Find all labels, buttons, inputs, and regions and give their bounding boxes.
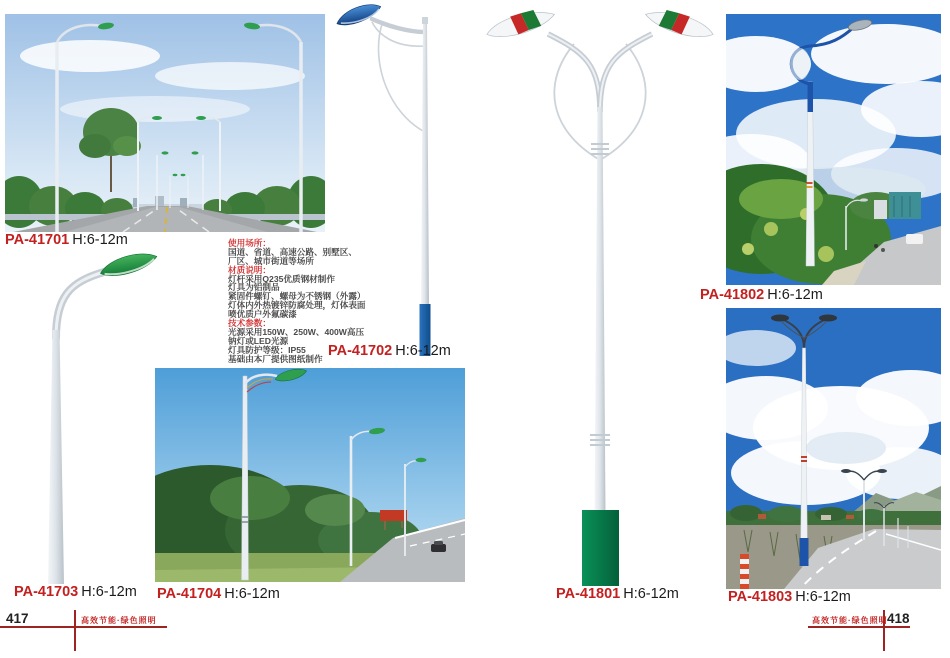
model-number: PA-41803 — [728, 589, 793, 605]
product-label-pa41702 — [328, 343, 451, 359]
product-label-pa41701 — [5, 232, 128, 248]
lamp-head-right — [643, 6, 716, 39]
footer-divider-left — [74, 610, 76, 651]
usage-line: 厂区、城市街道等场所 — [228, 255, 314, 266]
model-number: PA-41801 — [556, 586, 621, 602]
billboard — [380, 510, 407, 521]
photo-avenue-single-arm-lights — [5, 14, 325, 232]
photo-street-hook-arm-light — [726, 14, 941, 285]
page-number-left: 417 — [6, 611, 29, 626]
height-spec: H:6-12m — [395, 343, 451, 359]
lamp-arms — [548, 34, 652, 112]
usage-line: 国道、省道、高速公路、别墅区、 — [228, 246, 357, 257]
pole-base-green — [582, 510, 619, 586]
product-label-pa41803 — [728, 589, 851, 605]
height-spec: H:6-12m — [72, 232, 128, 248]
model-number: PA-41704 — [157, 586, 222, 602]
footer-rule-left — [0, 626, 167, 628]
pole — [595, 107, 606, 512]
tech-line: 灯具防护等级：IP55 — [228, 344, 306, 355]
car — [431, 544, 446, 552]
product-label-pa41703 — [14, 584, 137, 600]
tech-line: 光源采用150W、250W、400W高压 — [228, 326, 365, 337]
model-number: PA-41701 — [5, 232, 70, 248]
pole-cap — [422, 17, 428, 24]
pole-base-blue — [800, 538, 809, 566]
material-line: 灯杆采用Q235优质钢材制作 — [228, 273, 335, 284]
striped-bollard — [740, 554, 749, 589]
model-number: PA-41802 — [700, 287, 765, 303]
height-spec: H:6-12m — [224, 586, 280, 602]
product-label-pa41704 — [157, 586, 280, 602]
product-label-pa41802 — [700, 287, 823, 303]
model-number: PA-41703 — [14, 584, 79, 600]
photo-scene — [5, 14, 325, 232]
tech-line: 基础由本厂提供图纸制作 — [228, 353, 323, 364]
arm-brace-wire — [379, 24, 425, 132]
material-line: 灯体内外热镀锌防腐处理，灯体表面 — [228, 300, 366, 311]
page-number-right: 418 — [887, 611, 910, 626]
pole — [48, 330, 64, 584]
tech-title: 技术参数： — [228, 318, 271, 329]
usage-title: 使用场所： — [228, 238, 271, 248]
houses — [758, 514, 766, 519]
render-pa41801-double-arm-pole — [478, 2, 722, 588]
tech-line: 钠灯或LED光源 — [228, 335, 289, 346]
lamp-head-left — [484, 6, 557, 39]
material-title: 材质说明： — [228, 264, 271, 275]
material-line: 灯具为铝制品 — [228, 282, 280, 293]
footer-rule-right — [808, 626, 910, 628]
footer-slogan-right: 高效节能·绿色照明 — [812, 616, 888, 625]
material-line: 紧固件螺钉、螺母为不锈钢（外露） — [228, 291, 366, 302]
photo-roadside-lights — [155, 368, 465, 582]
height-spec: H:6-12m — [795, 589, 851, 605]
footer-slogan-left: 高效节能·绿色照明 — [81, 616, 157, 625]
photo-highway-double-arm-lights — [726, 308, 941, 589]
height-spec: H:6-12m — [767, 287, 823, 303]
material-line: 喷优质户外氟碳漆 — [228, 309, 297, 320]
model-number: PA-41702 — [328, 343, 393, 359]
height-spec: H:6-12m — [81, 584, 137, 600]
product-label-pa41801 — [556, 586, 679, 602]
lamp-head-green — [99, 252, 159, 278]
pole — [421, 24, 429, 304]
height-spec: H:6-12m — [623, 586, 679, 602]
van — [906, 234, 923, 244]
